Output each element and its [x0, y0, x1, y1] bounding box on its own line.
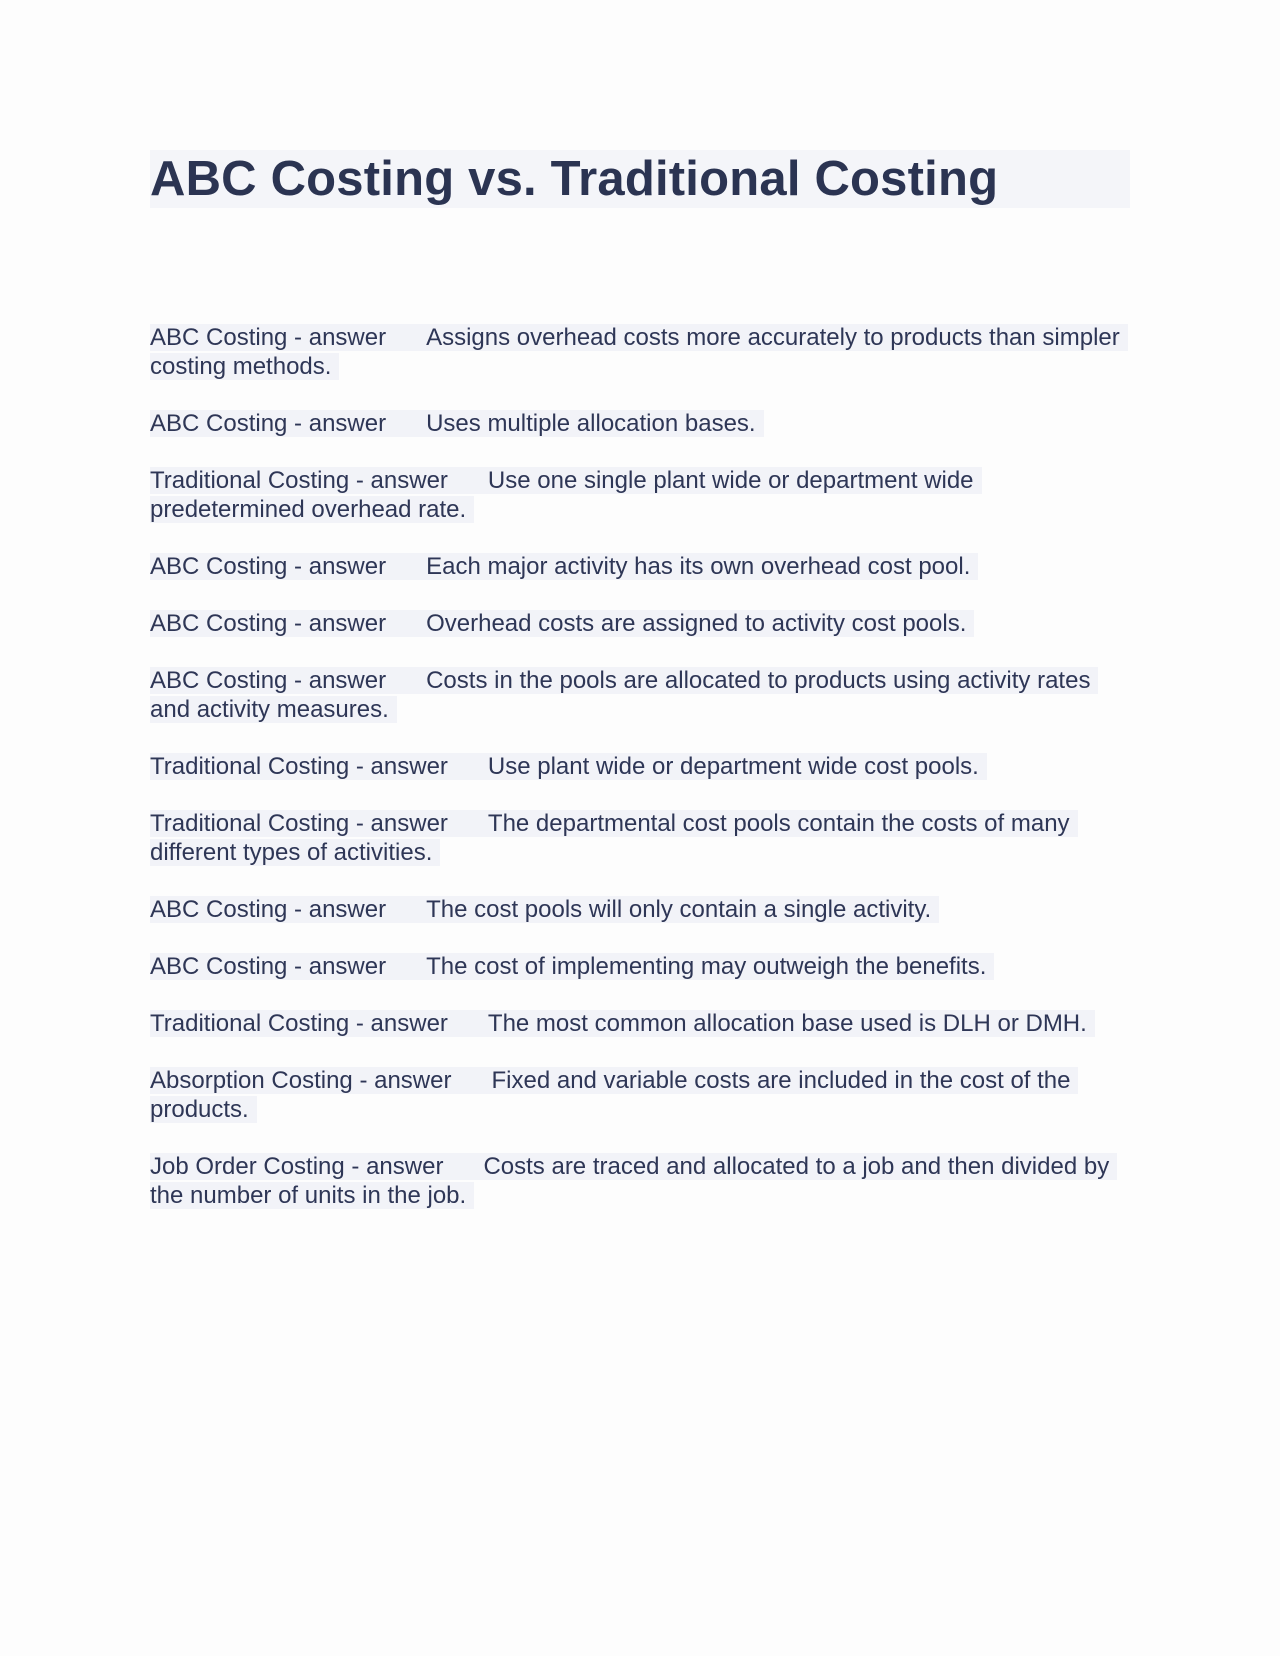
entry-term: ABC Costing - answer [150, 953, 387, 980]
list-item [150, 466, 1130, 524]
entry-term: Job Order Costing - answer [150, 1153, 444, 1180]
entry-definition: The cost pools will only contain a single activity. [426, 896, 932, 923]
list-item [150, 1066, 1130, 1124]
entry-term: ABC Costing - answer [150, 324, 387, 351]
entry-definition: Fixed and variable costs are included in the cost of the products. [150, 1067, 1071, 1123]
list-item [150, 552, 1130, 581]
document-page [150, 150, 1130, 1238]
entry-definition: Costs in the pools are allocated to products using activity rates and activity measures. [150, 667, 1091, 723]
list-item [150, 1152, 1130, 1210]
entry-term: ABC Costing - answer [150, 667, 387, 694]
list-item [150, 1009, 1130, 1038]
entry-term: Traditional Costing - answer [150, 810, 448, 837]
page-title: ABC Costing vs. Traditional Costing [150, 152, 999, 206]
entry-definition: Use plant wide or department wide cost pools. [487, 753, 979, 780]
list-item [150, 323, 1130, 381]
list-item [150, 809, 1130, 867]
entry-definition: Overhead costs are assigned to activity cost pools. [426, 610, 967, 637]
entry-definition: Use one single plant wide or department wide predetermined overhead rate. [150, 467, 974, 523]
list-item [150, 895, 1130, 924]
entry-definition: The departmental cost pools contain the costs of many different types of activities. [150, 810, 1070, 866]
entry-definition: The cost of implementing may outweigh the benefits. [426, 953, 987, 980]
entry-definition: Assigns overhead costs more accurately to products than simpler costing methods. [150, 324, 1120, 380]
entry-term: ABC Costing - answer [150, 410, 387, 437]
list-item [150, 409, 1130, 438]
entry-definition: Each major activity has its own overhead cost pool. [426, 553, 971, 580]
title-band [150, 150, 1130, 208]
entry-term: Traditional Costing - answer [150, 753, 448, 780]
list-item [150, 666, 1130, 724]
entry-term: ABC Costing - answer [150, 553, 387, 580]
entry-term: Traditional Costing - answer [150, 467, 448, 494]
entry-list [150, 323, 1130, 1210]
entry-definition: The most common allocation base used is DLH or DMH. [487, 1010, 1087, 1037]
list-item [150, 952, 1130, 981]
entry-term: Absorption Costing - answer [150, 1067, 452, 1094]
entry-definition: Costs are traced and allocated to a job and then divided by the number of units in the job. [150, 1153, 1110, 1209]
entry-term: ABC Costing - answer [150, 896, 387, 923]
list-item [150, 752, 1130, 781]
list-item [150, 609, 1130, 638]
entry-term: ABC Costing - answer [150, 610, 387, 637]
entry-term: Traditional Costing - answer [150, 1010, 448, 1037]
entry-definition: Uses multiple allocation bases. [426, 410, 756, 437]
